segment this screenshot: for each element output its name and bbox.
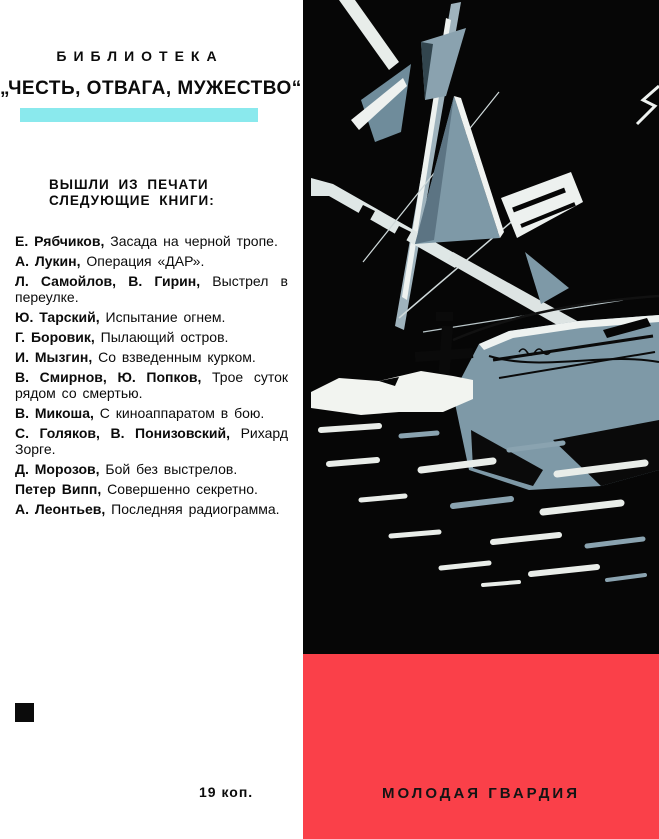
price: 19 коп.	[199, 784, 254, 800]
book-author: Д. Морозов,	[15, 461, 100, 477]
illustration-panel	[303, 0, 659, 654]
printers-mark-square	[15, 703, 34, 722]
book-title: Со взведенным курком.	[92, 349, 256, 365]
book-title: С киноаппаратом в бою.	[93, 405, 265, 421]
series-label: БИБЛИОТЕКА	[56, 48, 224, 64]
book-author: Г. Боровик,	[15, 329, 95, 345]
book-title: Испытание огнем.	[99, 309, 226, 325]
book-list	[15, 233, 288, 521]
book-entry	[15, 233, 288, 249]
book-entry	[15, 481, 288, 497]
book-author: Л. Самойлов, В. Гирин,	[15, 273, 201, 289]
book-author: Е. Рябчиков,	[15, 233, 105, 249]
publisher-name: МОЛОДАЯ ГВАРДИЯ	[382, 785, 580, 802]
book-entry	[15, 425, 288, 457]
list-heading-line1: ВЫШЛИ ИЗ ПЕЧАТИ	[49, 177, 209, 192]
book-author: И. Мызгин,	[15, 349, 93, 365]
book-title: Пылающий остров.	[94, 329, 229, 345]
book-title: Трое суток рядом со смертью.	[15, 369, 288, 401]
book-entry	[15, 253, 288, 269]
list-heading	[49, 177, 215, 208]
book-entry	[15, 349, 288, 365]
book-author: А. Лукин,	[15, 253, 81, 269]
book-title: Рихард Зорге.	[15, 425, 289, 457]
list-heading-line2: СЛЕДУЮЩИЕ КНИГИ:	[49, 192, 215, 208]
book-entry	[15, 329, 288, 345]
book-title: Выстрел в переулке.	[15, 273, 288, 305]
publisher-panel	[303, 654, 659, 839]
book-author: Ю. Тарский,	[15, 309, 100, 325]
book-entry	[15, 369, 288, 401]
ship-illustration	[303, 0, 659, 654]
book-entry	[15, 501, 288, 517]
book-entry	[15, 405, 288, 421]
book-title: Засада на черной тропе.	[104, 233, 278, 249]
book-author: В. Микоша,	[15, 405, 94, 421]
book-entry	[15, 273, 288, 305]
book-title: Бой без выстрелов.	[99, 461, 238, 477]
book-title: Совершенно секретно.	[101, 481, 258, 497]
book-author: С. Голяков, В. Понизовский,	[15, 425, 231, 441]
book-author: Петер Випп,	[15, 481, 102, 497]
book-title: Операция «ДАР».	[80, 253, 205, 269]
book-author: А. Леонтьев,	[15, 501, 106, 517]
series-title: „ЧЕСТЬ, ОТВАГА, МУЖЕСТВО“	[0, 78, 302, 99]
book-title: Последняя радиограмма.	[105, 501, 280, 517]
accent-bar	[20, 108, 258, 122]
book-author: В. Смирнов, Ю. Попков,	[15, 369, 202, 385]
book-entry	[15, 309, 288, 325]
book-entry	[15, 461, 288, 477]
